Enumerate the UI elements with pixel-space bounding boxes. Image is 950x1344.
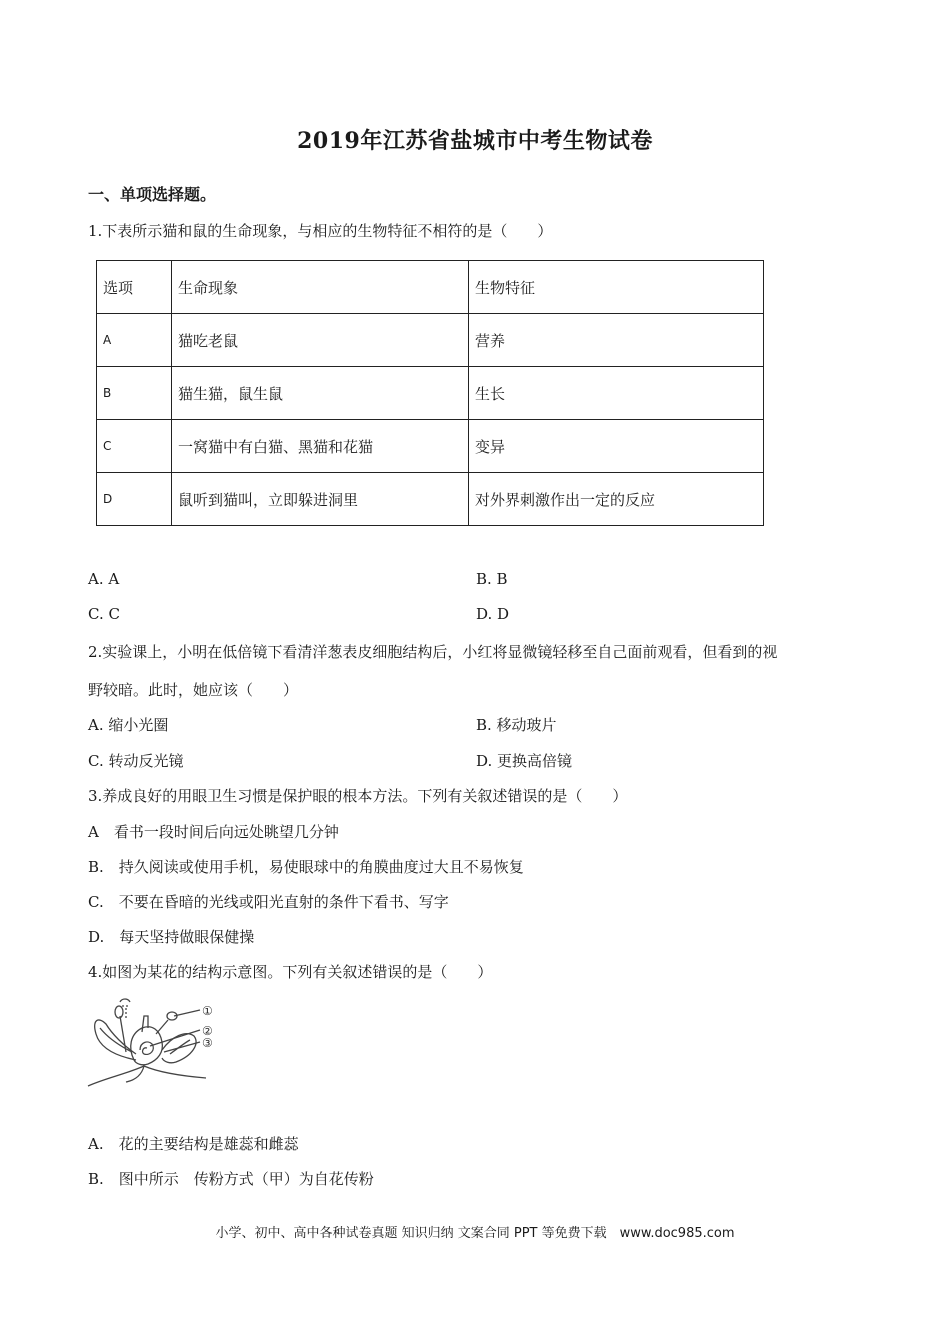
- q3-option-b: B. 持久阅读或使用手机，易使眼球中的角膜曲度过大且不易恢复: [88, 858, 524, 876]
- table-header-cell: 选项: [97, 261, 172, 314]
- question-2-stem-line2: 野较暗。此时，她应该（ ）: [88, 681, 299, 699]
- table-row: [97, 367, 764, 420]
- table-cell: 营养: [469, 314, 764, 367]
- q3-option-d: D. 每天坚持做眼保健操: [88, 928, 255, 946]
- table-cell: 猫吃老鼠: [172, 314, 469, 367]
- table-cell: C: [97, 420, 172, 473]
- table-cell: 生长: [469, 367, 764, 420]
- figure-label-3: ③: [202, 1036, 213, 1050]
- table-cell: 猫生猫，鼠生鼠: [172, 367, 469, 420]
- figure-label-2: ②: [202, 1024, 213, 1038]
- question-2-stem-line1: 2.实验课上，小明在低倍镜下看清洋葱表皮细胞结构后，小红将显微镜轻移至自己面前观看，但看到的视: [88, 643, 778, 661]
- table-header-row: [97, 261, 764, 314]
- q4-option-a: A. 花的主要结构是雄蕊和雌蕊: [88, 1135, 299, 1153]
- table-row: [97, 314, 764, 367]
- figure-label-1: ①: [202, 1004, 213, 1018]
- q2-option-d: D. 更换高倍镜: [476, 752, 573, 770]
- table-row: [97, 473, 764, 526]
- q1-option-b: B. B: [476, 570, 508, 588]
- q2-option-a: A. 缩小光圈: [88, 716, 169, 734]
- table-cell: A: [97, 314, 172, 367]
- section-heading: 一、单项选择题。: [88, 185, 217, 204]
- q2-option-b: B. 移动玻片: [476, 716, 557, 734]
- table-cell: 对外界刺激作出一定的反应: [469, 473, 764, 526]
- question-4-stem: 4.如图为某花的结构示意图。下列有关叙述错误的是（ ）: [88, 963, 493, 981]
- table-cell: 变异: [469, 420, 764, 473]
- table-row: [97, 420, 764, 473]
- table-cell: B: [97, 367, 172, 420]
- question-3-stem: 3.养成良好的用眼卫生习惯是保护眼的根本方法。下列有关叙述错误的是（ ）: [88, 787, 628, 805]
- table-cell: 一窝猫中有白猫、黑猫和花猫: [172, 420, 469, 473]
- flower-structure-diagram: [86, 994, 226, 1090]
- q1-option-c: C. C: [88, 605, 120, 623]
- table-cell: D: [97, 473, 172, 526]
- question-1-table: [96, 260, 764, 526]
- page-title: 2019年江苏省盐城市中考生物试卷: [297, 128, 653, 154]
- table-header-cell: 生命现象: [172, 261, 469, 314]
- table-header-cell: 生物特征: [469, 261, 764, 314]
- q3-option-a: A 看书一段时间后向远处眺望几分钟: [88, 823, 339, 841]
- q1-option-d: D. D: [476, 605, 510, 623]
- question-1-stem: 1.下表所示猫和鼠的生命现象，与相应的生物特征不相符的是（ ）: [88, 222, 553, 240]
- q1-option-a: A. A: [88, 570, 120, 588]
- q4-option-b: B. 图中所示 传粉方式（甲）为自花传粉: [88, 1170, 374, 1188]
- q2-option-c: C. 转动反光镜: [88, 752, 184, 770]
- table-cell: 鼠听到猫叫，立即躲进洞里: [172, 473, 469, 526]
- page-footer: 小学、初中、高中各种试卷真题 知识归纳 文案合同 PPT 等免费下载 www.doc985.com: [215, 1226, 735, 1241]
- q3-option-c: C. 不要在昏暗的光线或阳光直射的条件下看书、写字: [88, 893, 449, 911]
